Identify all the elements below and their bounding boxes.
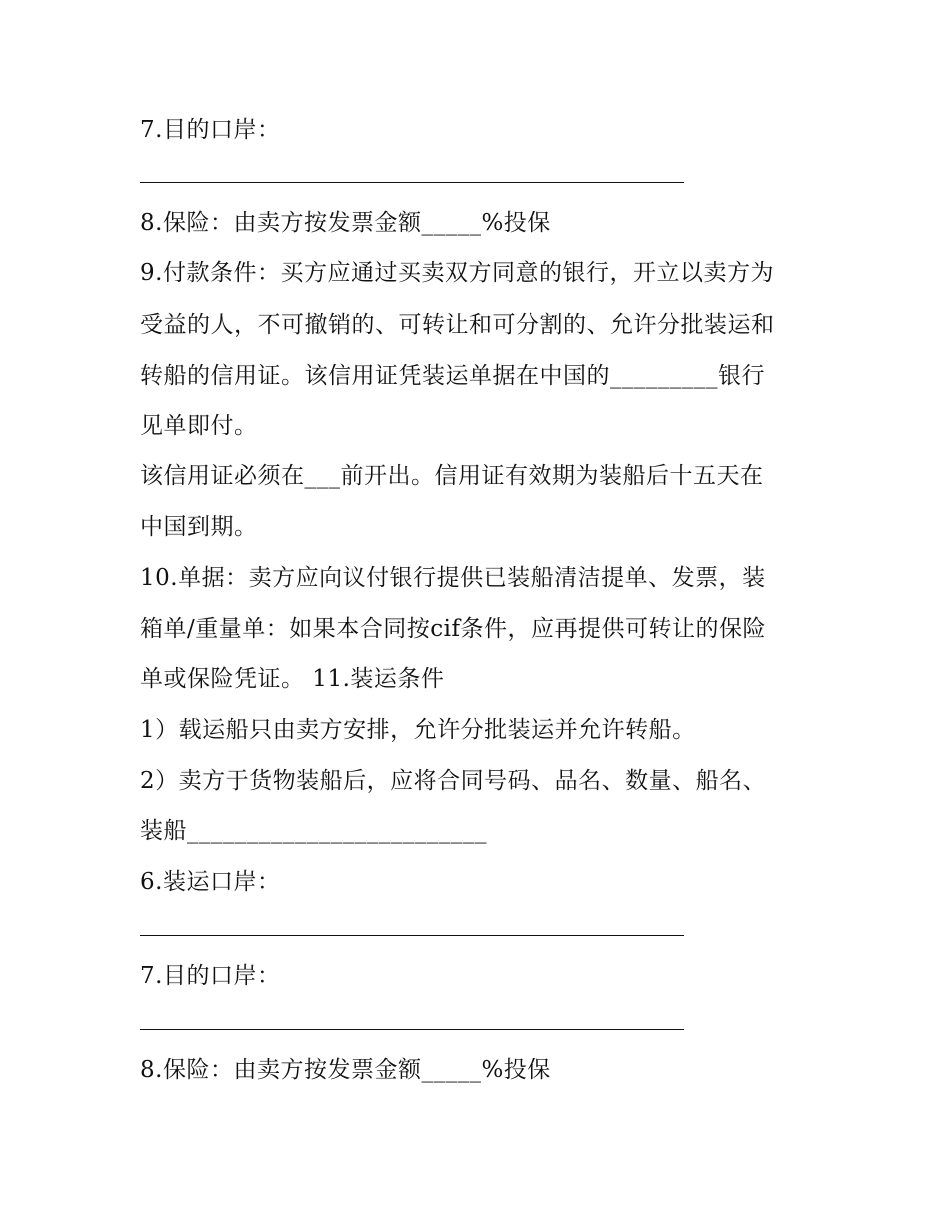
item-9-payment-terms: 9.付款条件：买方应通过买卖双方同意的银行，开立以卖方为	[140, 260, 774, 286]
item-7-destination-port: 7.目的口岸：	[140, 963, 281, 989]
paragraph-line: 单或保险凭证。 11.装运条件	[140, 666, 445, 692]
document-page	[140, 0, 820, 1229]
item-8-insurance: 8.保险：由卖方按发票金额_____%投保	[140, 1057, 551, 1083]
item-10-documents: 10.单据：卖方应向议付银行提供已装船清洁提单、发票，装	[140, 565, 766, 591]
blank-rule	[140, 1029, 684, 1030]
shipping-condition-1: 1）载运船只由卖方安排，允许分批装运并允许转船。	[140, 717, 696, 743]
item-8-insurance: 8.保险：由卖方按发票金额_____%投保	[140, 210, 551, 236]
paragraph-line: 中国到期。	[140, 514, 258, 540]
item-7-destination-port: 7.目的口岸：	[140, 117, 281, 143]
paragraph-line: 见单即付。	[140, 413, 258, 439]
shipping-condition-2: 2）卖方于货物装船后，应将合同号码、品名、数量、船名、	[140, 768, 767, 794]
paragraph-line: 装船_________________________	[140, 818, 487, 844]
paragraph-line: 转船的信用证。该信用证凭装运单据在中国的_________银行	[140, 363, 765, 389]
blank-rule	[140, 935, 684, 936]
paragraph-line: 该信用证必须在___前开出。信用证有效期为装船后十五天在	[140, 463, 764, 489]
paragraph-line: 箱单/重量单：如果本合同按cif条件，应再提供可转让的保险	[140, 616, 766, 642]
blank-rule	[140, 182, 684, 183]
paragraph-line: 受益的人，不可撤销的、可转让和可分割的、允许分批装运和	[140, 312, 775, 338]
item-6-loading-port: 6.装运口岸：	[140, 869, 281, 895]
